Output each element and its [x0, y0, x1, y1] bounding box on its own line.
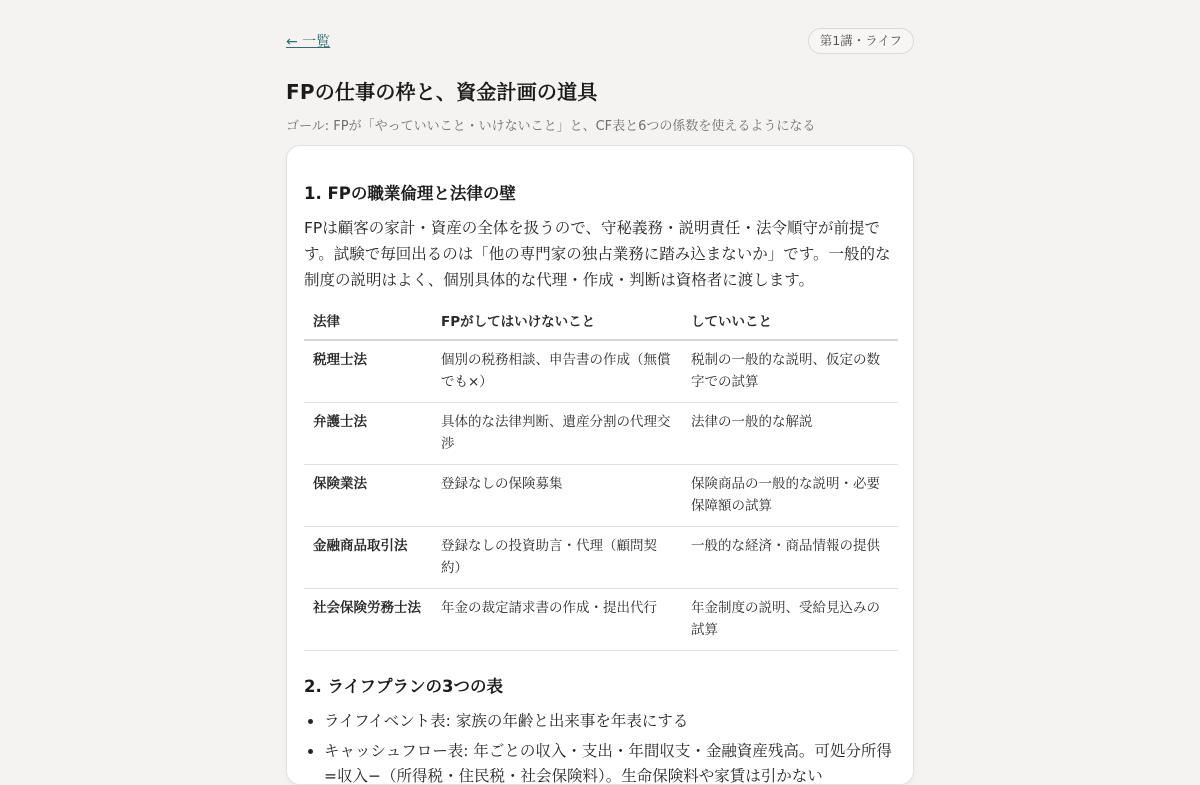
back-to-list-link[interactable]: ← 一覧 — [286, 34, 331, 50]
table-row — [304, 340, 898, 403]
column-header-law: 法律 — [304, 303, 432, 340]
law-name-cell: 社会保険労務士法 — [304, 589, 432, 651]
table-row — [304, 527, 898, 589]
prohibited-cell: 登録なしの投資助言・代理（顧問契約） — [432, 527, 682, 589]
allowed-cell: 法律の一般的な解説 — [682, 403, 898, 465]
top-bar — [286, 0, 914, 60]
column-header-allowed: していいこと — [682, 303, 898, 340]
lesson-goal: ゴール: FPが「やっていいこと・いけないこと」と、CF表と6つの係数を使えるようになる — [286, 119, 816, 134]
list-item: • ライフイベント表: 家族の年齢と出来事を年表にする — [324, 709, 896, 734]
section-heading: 2. ライフプランの3つの表 — [304, 677, 503, 696]
table-header-row — [304, 303, 898, 340]
law-name-cell: 金融商品取引法 — [304, 527, 432, 589]
lesson-badge: 第1講・ライフ — [808, 28, 914, 54]
page-title: FPの仕事の枠と、資金計画の道具 — [286, 80, 598, 104]
table-row — [304, 465, 898, 527]
allowed-cell: 年金制度の説明、受給見込みの試算 — [682, 589, 898, 651]
section-body: FPは顧客の家計・資産の全体を扱うので、守秘義務・説明責任・法令順守が前提です。試験で毎回出るのは「他の専門家の独占業務に踏み込まないか」です。一般的な制度の説明はよく、個別具体的な代理・作成・判断は資格者に渡します。 — [304, 219, 891, 289]
column-header-prohibited: FPがしてはいけないこと — [432, 303, 682, 340]
prohibited-cell: 登録なしの保険募集 — [432, 465, 682, 527]
law-name-cell: 保険業法 — [304, 465, 432, 527]
law-table — [304, 303, 898, 651]
prohibited-cell: 具体的な法律判断、遺産分割の代理交渉 — [432, 403, 682, 465]
life-plan-list — [304, 709, 896, 785]
lesson-card — [286, 145, 914, 785]
prohibited-cell: 個別の税務相談、申告書の作成（無償でも×） — [432, 340, 682, 403]
prohibited-cell: 年金の裁定請求書の作成・提出代行 — [432, 589, 682, 651]
lesson-page — [286, 0, 914, 785]
list-item: • キャッシュフロー表: 年ごとの収入・支出・年間収支・金融資産残高。可処分所得=収入−（所得税・住民税・社会保険料）。生命保険料や家賃は引かない — [324, 739, 896, 785]
table-row — [304, 403, 898, 465]
table-row — [304, 589, 898, 651]
section-heading: 1. FPの職業倫理と法律の壁 — [304, 184, 516, 203]
law-name-cell: 弁護士法 — [304, 403, 432, 465]
allowed-cell: 一般的な経済・商品情報の提供 — [682, 527, 898, 589]
allowed-cell: 保険商品の一般的な説明・必要保障額の試算 — [682, 465, 898, 527]
law-name-cell: 税理士法 — [304, 340, 432, 403]
allowed-cell: 税制の一般的な説明、仮定の数字での試算 — [682, 340, 898, 403]
